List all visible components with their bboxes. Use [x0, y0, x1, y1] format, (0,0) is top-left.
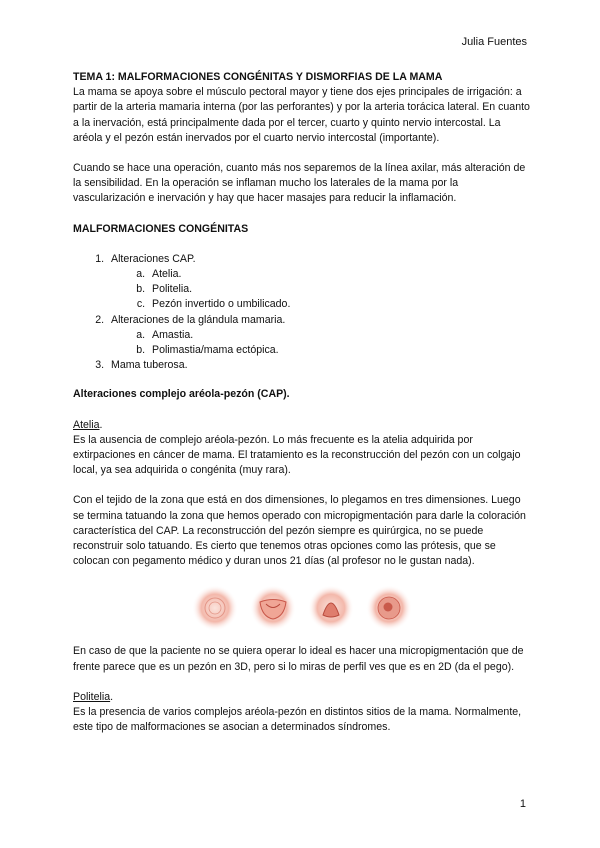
- reconstruction-step-3-image: [306, 585, 356, 631]
- atelia-heading-text: Atelia: [73, 418, 100, 431]
- nipple-reconstruction-figure: [73, 584, 531, 632]
- politelia-paragraph-1: Es la presencia de varios complejos aréola-pezón en distintos sitios de la mama. Normalmente, este tipo de malformaciones se asocian a determinados síndromes.: [73, 706, 522, 734]
- atelia-paragraph-2: Con el tejido de la zona que está en dos dimensiones, lo plegamos en tres dimensiones. Luego se termina tatuando la zona que hemos operado con micropigmentación para darle la coloración característica del CAP. La reconstrucción del pezón siempre es quirúrgica, no se puede reconstruir solo tatuando. Es cierto que tenemos otras opciones como las prótesis, que se colocan con pegamento médico y duran unos 21 días (al profesor no le gustan nada).: [73, 494, 526, 568]
- outline-subitem: c. Pezón invertido o umbilicado.: [148, 297, 531, 312]
- section-title: MALFORMACIONES CONGÉNITAS: [73, 222, 249, 235]
- intro-paragraph-1: La mama se apoya sobre el músculo pectoral mayor y tiene dos ejes principales de irrigación: a partir de la arteria mamaria interna (por las perforantes) y por la arteria torácica lateral. En cuanto a la inervación, está principalmente dada por el tercer, cuarto y quinto nervio intercostal. La aréola y el pezón están inervados por el cuarto nervio intercostal (importante).: [73, 86, 530, 144]
- header-author: Julia Fuentes: [461, 36, 527, 48]
- page-title: TEMA 1: MALFORMACIONES CONGÉNITAS Y DISMORFIAS DE LA MAMA: [73, 71, 443, 83]
- reconstruction-step-4-image: [364, 585, 414, 631]
- atelia-heading: Atelia.: [73, 418, 103, 431]
- outline-subitem: b. Polimastia/mama ectópica.: [148, 343, 531, 358]
- outline-item: [107, 252, 531, 313]
- outline-subitem: a. Amastia.: [148, 328, 531, 343]
- outline-item-label: Mama tuberosa.: [111, 359, 188, 372]
- politelia-heading-text: Politelia: [73, 690, 111, 703]
- outline-list: [73, 252, 531, 374]
- atelia-paragraph-3: En caso de que la paciente no se quiera operar lo ideal es hacer una micropigmentación que de frente parece que es un pezón en 3D, pero si lo miras de perfil ves que es en 2D (da el pego).: [73, 645, 524, 673]
- outline-sublist: [111, 328, 531, 358]
- page-number: 1: [519, 798, 526, 810]
- subsection-title: Alteraciones complejo aréola-pezón (CAP).: [73, 388, 290, 401]
- outline-sublist: [111, 267, 531, 313]
- reconstruction-step-2-image: [248, 585, 298, 631]
- outline-item-label: Alteraciones de la glándula mamaria.: [111, 313, 286, 326]
- outline-item: [107, 358, 531, 373]
- outline-subitem: a. Atelia.: [148, 267, 531, 282]
- outline-subitem: b. Politelia.: [148, 282, 531, 297]
- outline-item-label: Alteraciones CAP.: [111, 252, 196, 265]
- reconstruction-step-1-image: [190, 585, 240, 631]
- politelia-heading: Politelia.: [73, 690, 114, 703]
- intro-paragraph-2: Cuando se hace una operación, cuanto más nos separemos de la línea axilar, más alteración de la sensibilidad. En la operación se inflaman mucho los laterales de la mama por la vascularización e inervación y hay que hacer masajes para reducir la inflamación.: [73, 162, 526, 205]
- atelia-paragraph-1: Es la ausencia de complejo aréola-pezón. Lo más frecuente es la atelia adquirida por extirpaciones en cáncer de mama. El tratamiento es la reconstrucción del pezón con un colgajo local, ya sea adquirida o congénita (muy rara).: [73, 433, 521, 477]
- page-content: [73, 70, 531, 736]
- outline-item: [107, 313, 531, 359]
